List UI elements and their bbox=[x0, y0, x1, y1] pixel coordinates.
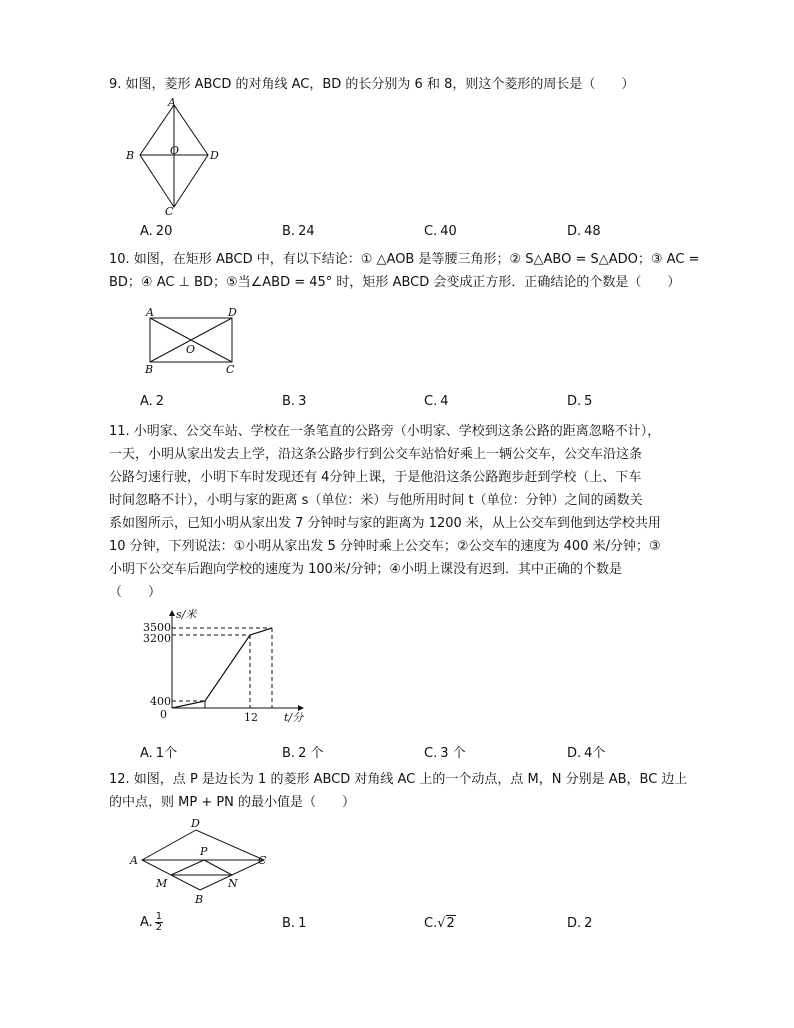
q12-label-d: D bbox=[191, 817, 200, 830]
q11-y-axis-label: s/米 bbox=[176, 608, 197, 621]
q10-label-c: C bbox=[226, 363, 235, 376]
q9-label-a: A bbox=[168, 96, 176, 109]
q11-option-c[interactable]: C. 3 个 bbox=[424, 746, 466, 761]
question-10-line-1: 10. 如图，在矩形 ABCD 中，有以下结论：① △AOB 是等腰三角形；② S△ABO = S△ADO；③ AC = bbox=[109, 252, 700, 267]
q12-option-b[interactable]: B. 1 bbox=[282, 916, 307, 931]
question-12-line-2: 的中点，则 MP + PN 的最小值是（ ） bbox=[109, 795, 356, 810]
q9-option-b[interactable]: B. 24 bbox=[282, 224, 315, 239]
q9-option-a[interactable]: A. 20 bbox=[140, 224, 173, 239]
q11-x-tick-12: 12 bbox=[244, 711, 258, 724]
q11-y-tick-3500: 3500 bbox=[143, 621, 171, 634]
q12-label-p: P bbox=[200, 845, 208, 858]
q9-label-b: B bbox=[126, 149, 135, 162]
q11-y-tick-400: 400 bbox=[150, 695, 171, 708]
q12-label-a: A bbox=[130, 854, 138, 867]
question-9-text: 9. 如图，菱形 ABCD 的对角线 AC，BD 的长分别为 6 和 8，则这个菱形的周长是（ ） bbox=[109, 77, 635, 92]
q11-option-a[interactable]: A. 1个 bbox=[140, 746, 178, 761]
q10-option-c[interactable]: C. 4 bbox=[424, 394, 449, 409]
q9-options bbox=[140, 224, 700, 244]
q12-option-a[interactable]: A. $\frac{1}{2}$ bbox=[140, 911, 163, 933]
q10-label-o: O bbox=[186, 343, 196, 356]
q9-label-o: O bbox=[170, 144, 180, 157]
q10-label-b: B bbox=[145, 363, 154, 376]
q12-option-a-fraction: $\frac{1}{2}$ bbox=[155, 911, 163, 933]
question-10-line-2: BD；④ AC ⊥ BD；⑤当∠ABD = 45° 时，矩形 ABCD 会变成正方形．正确结论的个数是（ ） bbox=[109, 275, 681, 290]
q10-label-a: A bbox=[146, 306, 154, 319]
q10-option-a[interactable]: A. 2 bbox=[140, 394, 165, 409]
q11-y-tick-3200: 3200 bbox=[143, 632, 171, 645]
question-12-line-1: 12. 如图，点 P 是边长为 1 的菱形 ABCD 对角线 AC 上的一个动点，点 M，N 分别是 AB，BC 边上 bbox=[109, 772, 688, 787]
q9-rhombus-figure bbox=[118, 96, 228, 216]
q11-origin-label: 0 bbox=[160, 708, 167, 721]
q12-rhombus-figure bbox=[124, 816, 274, 906]
q12-option-c[interactable]: C.√2 bbox=[424, 916, 455, 931]
question-11-text: 11. 小明家、公交车站、学校在一条笔直的公路旁（小明家、学校到这条公路的距离忽略不计）， 一天，小明从家出发去上学，沿这条公路步行到公交车站恰好乘上一辆公交车，公交车沿这条 公路匀速行驶，小明下车时发现还有 4分钟上课，于是他沿这条公路跑步赶到学校（上、下车 时间忽略不计），小明与家的距离 s（单位：米）与他所用时间 t（单位：分钟）之间的函数关 系如图所示，已知小明从家出发 7 分钟时与家的距离为 1200 米，从上公交车到他到达学校共用 10 分钟，下列说法：①小明从家出发 5 分钟时乘上公交车；②公交车的速度为 400 米/分钟；③ 小明下公交车后跑向学校的速度为 100米/分钟；④小明上课没有迟到．其中正确的个数是 （ ） bbox=[109, 424, 661, 600]
q10-rectangle-figure bbox=[140, 306, 250, 376]
q12-label-b: B bbox=[195, 893, 204, 906]
q12-label-n: N bbox=[228, 877, 238, 890]
q10-label-d: D bbox=[228, 306, 237, 319]
q10-options bbox=[140, 394, 700, 414]
q10-option-d[interactable]: D. 5 bbox=[567, 394, 593, 409]
q12-option-c-sqrt: √2 bbox=[437, 916, 455, 931]
q9-label-d: D bbox=[210, 149, 219, 162]
q11-option-b[interactable]: B. 2 个 bbox=[282, 746, 324, 761]
q10-option-b[interactable]: B. 3 bbox=[282, 394, 307, 409]
q11-distance-time-graph bbox=[140, 606, 310, 726]
q9-option-c[interactable]: C. 40 bbox=[424, 224, 457, 239]
q12-options bbox=[140, 911, 700, 936]
q11-option-d[interactable]: D. 4个 bbox=[567, 746, 606, 761]
q9-option-d[interactable]: D. 48 bbox=[567, 224, 601, 239]
q12-label-c: C bbox=[258, 854, 267, 867]
q11-x-axis-label: t/分 bbox=[284, 711, 304, 724]
q12-option-d[interactable]: D. 2 bbox=[567, 916, 593, 931]
q9-label-c: C bbox=[165, 205, 174, 216]
q12-label-m: M bbox=[156, 877, 168, 890]
q11-options bbox=[140, 742, 700, 762]
